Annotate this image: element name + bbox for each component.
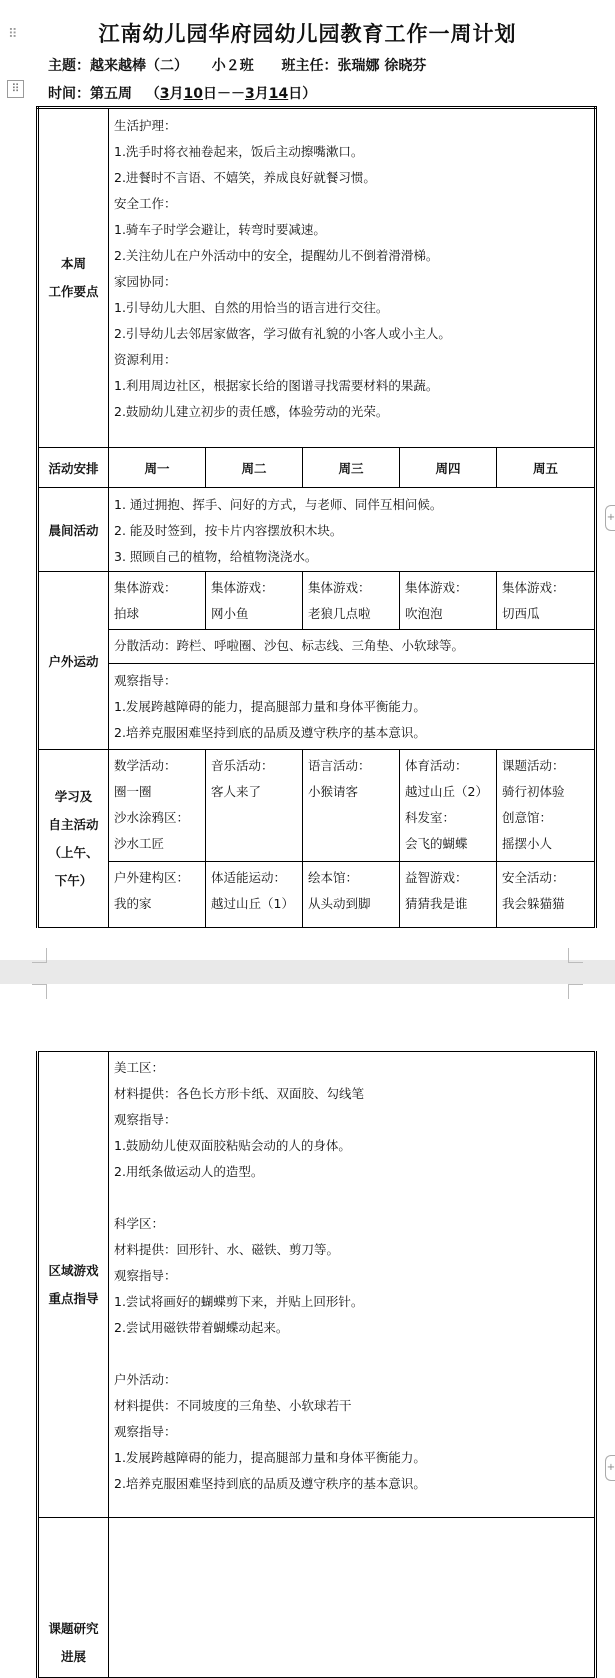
list-item: 2.尝试用磁铁带着蝴蝶动起来。 — [114, 1320, 289, 1335]
theme-label: 主题： — [48, 58, 90, 74]
schedule-label: 活动安排 — [38, 448, 109, 488]
add-row-tab-icon[interactable]: + — [605, 1455, 615, 1481]
list-item: 1.洗手时将衣袖卷起来，饭后主动擦嘴漱口。 — [114, 144, 364, 159]
learning-cell: 数学活动： 圈一圈 沙水涂鸦区： 沙水工匠 — [109, 750, 206, 862]
learning-cell: 绘本馆： 从头动到脚 — [303, 862, 400, 928]
list-item: 1.骑车子时学会避让，转弯时要减速。 — [114, 222, 326, 237]
list-item: 观察指导： — [114, 673, 177, 688]
list-item: 2.培养克服困难坚持到底的品质及遵守秩序的基本意识。 — [114, 725, 426, 740]
end-day: 14 — [268, 86, 289, 102]
teacher-label: 班主任： — [281, 58, 338, 74]
list-item: 2.鼓励幼儿建立初步的责任感，体验劳动的光荣。 — [114, 404, 389, 419]
research-content[interactable] — [109, 1518, 596, 1678]
teachers: 张瑞娜 徐晓芬 — [337, 58, 427, 74]
morning-row — [38, 488, 596, 572]
start-month: 3 — [159, 86, 170, 102]
area-games-row — [38, 1052, 596, 1518]
page-corner-mark — [568, 984, 583, 999]
list-item: 2.关注幼儿在户外活动中的安全，提醒幼儿不倒着滑滑梯。 — [114, 248, 439, 263]
list-item: 2.进餐时不言语、不嬉笑，养成良好就餐习惯。 — [114, 170, 376, 185]
learning-cell: 课题活动： 骑行初体验 创意馆： 摇摆小人 — [497, 750, 596, 862]
outdoor-game-cell: 集体游戏： 网小鱼 — [206, 572, 303, 630]
area-games-label: 区域游戏 重点指导 — [38, 1052, 109, 1518]
day-header: 周四 — [400, 448, 497, 488]
list-item: 安全工作： — [114, 196, 177, 211]
list-item: 1.发展跨越障碍的能力，提高腿部力量和身体平衡能力。 — [114, 699, 426, 714]
list-item: 1.利用周边社区，根据家长给的图谱寻找需要材料的果蔬。 — [114, 378, 439, 393]
list-item: 科学区： — [114, 1216, 165, 1231]
day-header: 周二 — [206, 448, 303, 488]
table-move-handle-icon[interactable]: ⠿ — [7, 80, 24, 98]
week: 第五周 — [90, 86, 132, 102]
learning-cell: 益智游戏： 猜猜我是谁 — [400, 862, 497, 928]
list-item: 观察指导： — [114, 1424, 177, 1439]
day-char-1: 日－－ — [202, 86, 245, 102]
list-item: 观察指导： — [114, 1268, 177, 1283]
list-item: 美工区： — [114, 1060, 165, 1075]
list-item: 资源利用： — [114, 352, 177, 367]
learning-label: 学习及 自主活动 （上午、 下午） — [38, 750, 109, 928]
weekly-focus-label: 本周 工作要点 — [38, 108, 109, 448]
list-item: 1.发展跨越障碍的能力，提高腿部力量和身体平衡能力。 — [114, 1450, 426, 1465]
page-corner-mark — [568, 948, 583, 963]
outdoor-game-cell: 集体游戏： 拍球 — [109, 572, 206, 630]
list-item — [114, 1185, 594, 1211]
outdoor-observe-row — [38, 664, 596, 750]
list-item: 家园协同： — [114, 274, 177, 289]
add-row-tab-icon[interactable]: + — [605, 505, 615, 531]
learning-row-2 — [38, 862, 596, 928]
list-item: 材料提供：不同坡度的三角垫、小软球若干 — [114, 1398, 352, 1413]
learning-cell: 户外建构区： 我的家 — [109, 862, 206, 928]
list-item: 1. 通过拥抱、挥手、问好的方式，与老师、同伴互相问候。 — [114, 497, 443, 512]
page-title: 江南幼儿园华府园幼儿园教育工作一周计划 — [98, 21, 517, 46]
outdoor-game-cell: 集体游戏： 老狼几点啦 — [303, 572, 400, 630]
learning-cell: 体适能运动： 越过山丘（1） — [206, 862, 303, 928]
class-name: 小２班 — [211, 58, 254, 74]
page-corner-mark — [32, 948, 47, 963]
morning-label: 晨间活动 — [38, 488, 109, 572]
day-header: 周一 — [109, 448, 206, 488]
range-open: （ — [145, 86, 160, 102]
weekly-focus-row — [38, 108, 596, 448]
move-handle-icon[interactable]: ⠿ — [8, 27, 18, 42]
list-item: 2. 能及时签到，按卡片内容摆放积木块。 — [114, 523, 343, 538]
theme-value: 越来越棒（二） — [90, 58, 188, 74]
weekly-plan-table-continued — [36, 1051, 597, 1678]
list-item: 材料提供：各色长方形卡纸、双面胶、勾线笔 — [114, 1086, 365, 1101]
time-line — [48, 83, 316, 103]
outdoor-game-cell: 集体游戏： 切西瓜 — [497, 572, 596, 630]
outdoor-game-cell: 集体游戏： 吹泡泡 — [400, 572, 497, 630]
learning-cell: 安全活动： 我会躲猫猫 — [497, 862, 596, 928]
list-item: 1.鼓励幼儿使双面胶粘贴会动的人的身体。 — [114, 1138, 351, 1153]
outdoor-scattered: 分散活动：跨栏、呼啦圈、沙包、标志线、三角垫、小软球等。 — [109, 630, 596, 664]
outdoor-label: 户外运动 — [38, 572, 109, 750]
list-item: 户外活动： — [114, 1372, 177, 1387]
research-label: 课题研究 进展 — [38, 1518, 109, 1678]
morning-content — [109, 488, 596, 572]
list-item: 材料提供：回形针、水、磁铁、剪刀等。 — [114, 1242, 340, 1257]
schedule-header-row — [38, 448, 596, 488]
page-corner-mark — [32, 984, 47, 999]
list-item: 观察指导： — [114, 1112, 177, 1127]
list-item: 2.培养克服困难坚持到底的品质及遵守秩序的基本意识。 — [114, 1476, 426, 1491]
learning-cell: 语言活动： 小猴请客 — [303, 750, 400, 862]
day-header: 周五 — [497, 448, 596, 488]
start-day: 10 — [183, 86, 203, 102]
list-item: 3. 照顾自己的植物，给植物浇浇水。 — [114, 549, 318, 564]
list-item: 2.引导幼儿去邻居家做客，学习做有礼貌的小客人或小主人。 — [114, 326, 451, 341]
page-break — [0, 960, 615, 984]
weekly-focus-content — [109, 108, 596, 448]
list-item: 1.尝试将画好的蝴蝶剪下来，并贴上回形针。 — [114, 1294, 364, 1309]
list-item: 1.引导幼儿大胆、自然的用恰当的语言进行交往。 — [114, 300, 389, 315]
time-label: 时间： — [48, 86, 90, 102]
outdoor-games-row — [38, 572, 596, 630]
research-row — [38, 1518, 596, 1678]
day-char-2: 日） — [288, 86, 317, 102]
end-month: 3 — [244, 86, 255, 102]
day-header: 周三 — [303, 448, 400, 488]
month-char-2: 月 — [254, 86, 269, 102]
list-item: 2.用纸条做运动人的造型。 — [114, 1164, 264, 1179]
list-item: 生活护理： — [114, 118, 177, 133]
learning-cell: 体育活动： 越过山丘（2） 科发室： 会飞的蝴蝶 — [400, 750, 497, 862]
area-games-content — [109, 1052, 596, 1518]
learning-cell: 音乐活动： 客人来了 — [206, 750, 303, 862]
month-char-1: 月 — [169, 86, 184, 102]
outdoor-scattered-row — [38, 630, 596, 664]
theme-line — [48, 55, 426, 75]
learning-row-1 — [38, 750, 596, 862]
list-item — [114, 1341, 594, 1367]
weekly-plan-table — [36, 106, 597, 928]
outdoor-observe — [109, 664, 596, 750]
